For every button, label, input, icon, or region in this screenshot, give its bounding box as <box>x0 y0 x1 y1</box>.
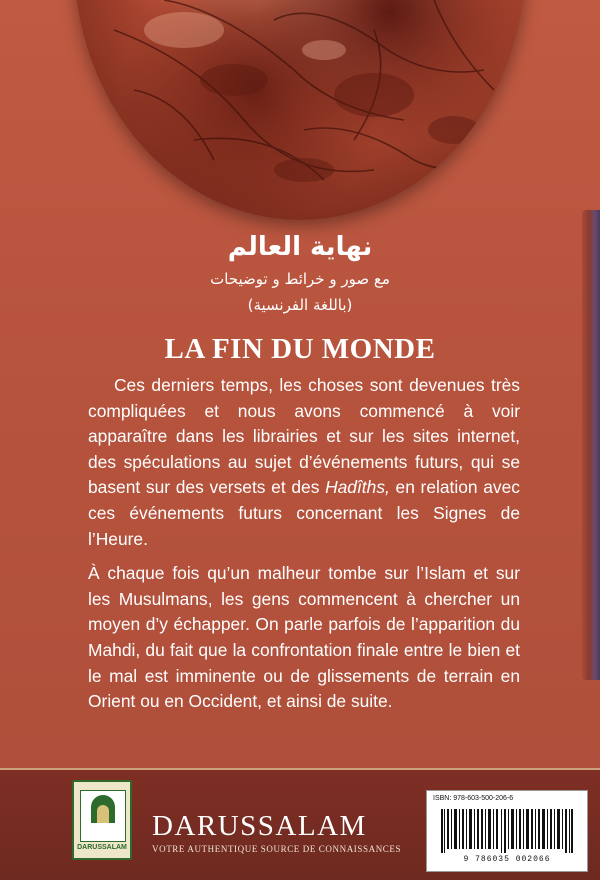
publisher-name: DARUSSALAM <box>152 810 367 842</box>
logo-frame <box>80 790 126 842</box>
logo-label: DARUSSALAM <box>77 844 127 851</box>
arabic-language-note: (باللغة الفرنسية) <box>247 296 353 314</box>
barcode-bars <box>441 809 573 853</box>
book-title: LA FIN DU MONDE <box>164 333 436 365</box>
paragraph-1-text-b: en relation avec ces événements futurs concernant les Signes de l’Heure. <box>88 477 520 549</box>
isbn-label: ISBN: 978-603-500-206-6 <box>433 795 514 802</box>
paragraph-1-emphasis: Hadîths, <box>325 477 390 498</box>
paragraph-2: À chaque fois qu’un malheur tombe sur l’Islam et sur les Musulmans, les gens commencent à chercher un moyen d’y échapper. On parle parfois de l’apparition du Mahdi, du fait que la confrontation finale entre le bien et le mal est imminente ou de glissements de terrain en Orient ou en Occident, et ainsi de suite. <box>88 563 520 712</box>
publisher-logo <box>72 780 132 860</box>
arabic-title: نهاية العالم <box>227 232 373 262</box>
barcode <box>426 790 588 872</box>
paragraph-1 <box>88 373 520 552</box>
back-cover-text <box>88 373 520 724</box>
publisher-tagline: VOTRE AUTHENTIQUE SOURCE DE CONNAISSANCES <box>152 844 402 854</box>
logo-door-icon <box>97 805 109 823</box>
paragraph-1-text-a: Ces derniers temps, les choses sont devenues très compliquées et nous avons commencé à voir apparaître dans les librairies et sur les sites internet, des spéculations au sujet d’événements futurs, qui se basent sur des versets et des <box>88 375 520 498</box>
barcode-number: 9 786035 002066 <box>463 855 551 864</box>
arabic-subtitle: مع صور و خرائط و توضيحات <box>210 270 390 288</box>
